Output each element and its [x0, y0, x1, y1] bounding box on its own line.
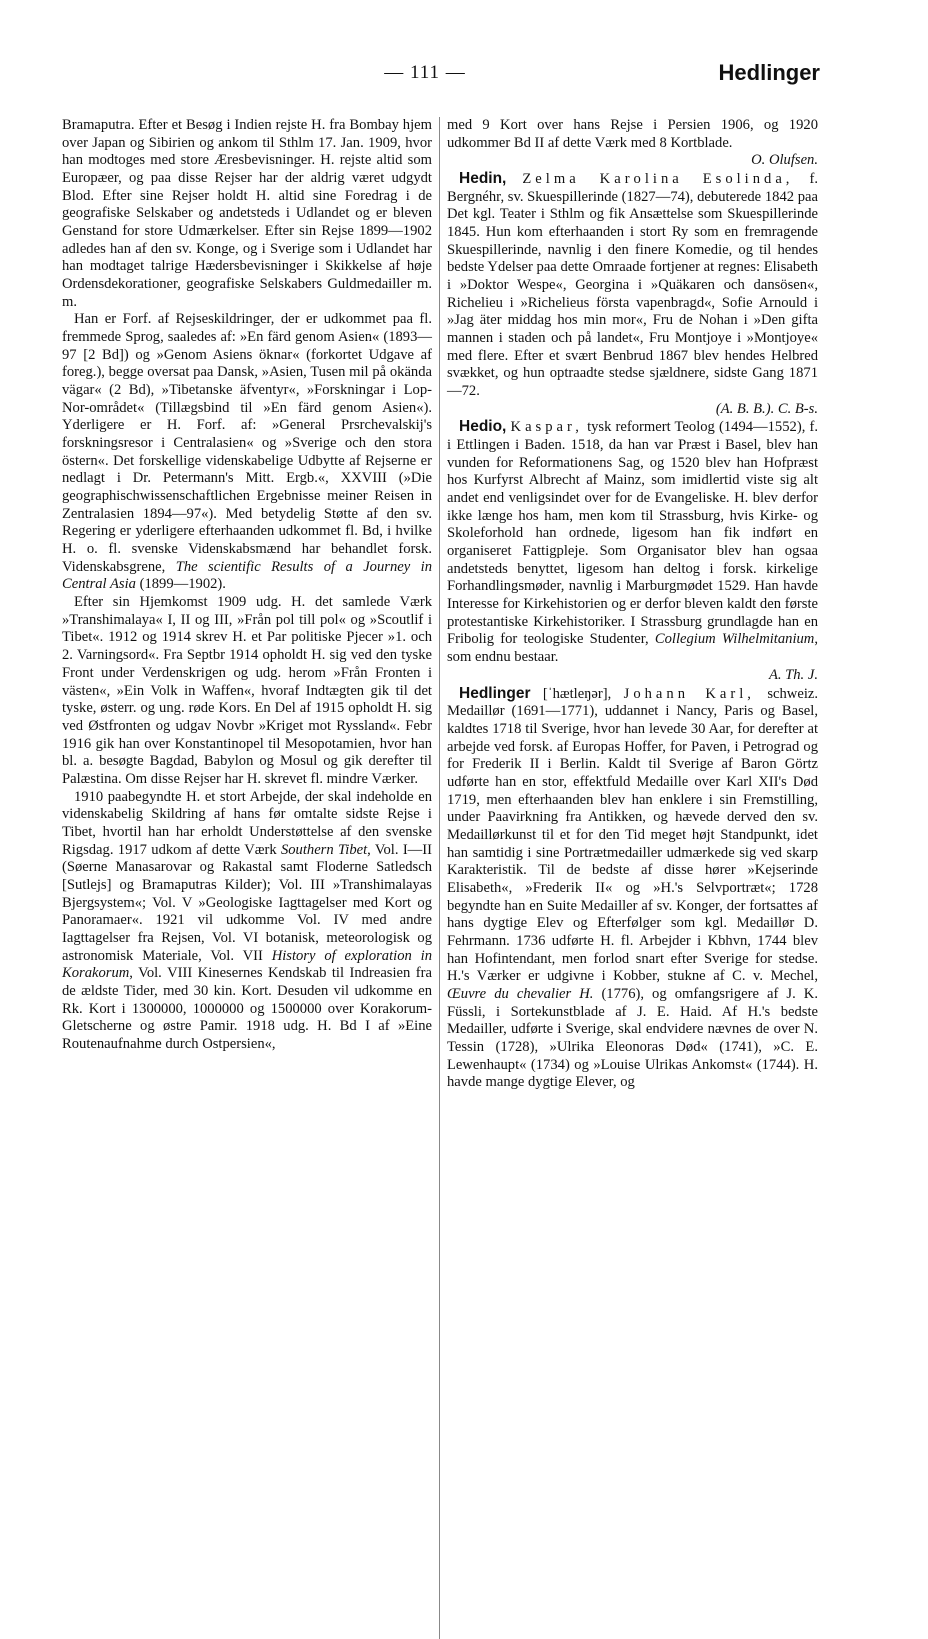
- work-title: Collegium Wilhelmitanium: [654, 631, 815, 648]
- author-signature: (A. B. B.). C. B-s.: [715, 400, 818, 417]
- paragraph: [62, 789, 432, 1054]
- paragraph: [62, 311, 432, 594]
- page-number: — 111 —: [384, 62, 466, 83]
- column-divider: [439, 117, 440, 1639]
- entry-hedlinger: [447, 685, 818, 1092]
- paragraph-text: Efter sin Hjemkomst 1909 udg. H. det samlede Værk »Transhimalaya« I, II og III, »Från pol till pol« og »Scoutlif i Tibet«. 1912 og 1914 skrev H. et Par politiske Pjecer »1. och 2. Varningsord«. Fra Septbr 1914 opholdt H. sig ved den tyske Front under Verdenskrigen og udg. herom »Från Fronten i västen«, »Ein Volk in Waffen«, hvoraf Indtægten gik til det tyske, østerr. og ung. røde Kors. En Del af 1915 opholdt H. sig ved Østfronten og udgav Novbr »Kriget mot Ryssland«. Febr 1916 gik han over Konstantinopel til Mesopotamien, hvor han bl. a. besøgte Bagdad, Babylon og Mosul og gik derefter til Palæstina. Om disse Rejser har H. skrevet fl. mindre Værker.: [62, 594, 432, 787]
- entry-text: , som endnu bestaar.: [447, 631, 818, 666]
- work-title: The scientific Results of a Journey in Central Asia: [62, 558, 432, 593]
- entry-name: Kaspar,: [510, 419, 583, 436]
- entry-text: schweiz. Medaillør (1691—1771), uddannet i Nancy, Paris og Basel, kaldtes 1718 til Sverige, hvor han levede 30 Aar, for derefter at arbejde ved forsk. af Europas Hoffer, for Paven, i Petrograd og for Frederik II i Berlin. Kaldt til Sverige af Baron Görtz udførte han en stor, effektfuld Medaille over Karl XII's Død 1719, men efterhaanden blev han enklere i sin Fremstilling, under Paavirkning fra Antikken, og hævede derved den sv. Medaillørkunst til et for den Tid meget højt Standpunkt, idet han samtidig i sine Portrætmedailler udmærkede sig ved skarp Karakteristik. Til de bedste af disse hører »Kejserinde Elisabeth«, »Frederik II« og »H.'s Selvportræt«; 1728 begyndte han en Suite Medailler af sv. Konger, der fortsattes af hans dygtige Elev og Efterfølger som kgl. Medaillør D. Fehrmann. 1736 udførte H. fl. Arbejder i Kbhvn, 1744 blev han Hofintendant, men forlod snart efter Sverige for stedse. H.'s Værker er udgivne i Kobber, stukne af C. v. Mechel,: [447, 685, 818, 985]
- paragraph-text: (1899—1902).: [135, 576, 226, 593]
- running-head: Hedlinger: [718, 60, 820, 85]
- entry-headword: Hedlinger: [459, 684, 531, 702]
- paragraph-text: 1910 paabegyndte H. et stort Arbejde, der skal indeholde en videnskabelig Skildring af hans før omtalte sidste Rejse i Tibet, hvortil han har erholdt Understøttelse af den svenske Rigsdag. 1917 udkom af dette Værk: [62, 788, 432, 858]
- paragraph-text: Bramaputra. Efter et Besøg i Indien rejste H. fra Bombay hjem over Japan og Sibirien og ankom til Sthlm 17. Jan. 1909, hvor han modtoges med store Æresbevisninger. H. rejste altid som Europæer, og paa disse Rejser har der aldrig været udgydt Blod. Efter sine Rejser holdt H. altid sine Foredrag i de geografiske Selskaber og andetsteds i Udlandet og er bleven Genstand for store Udmærkelser. Efter sin Rejse 1899—1902 adledes han af den sv. Konge, og i Sverige som i Udlandet har han modtaget talrige Hædersbevisninger i Skikkelse af høje Ordensdekorationer, geografiske Selskabers Guldmedailler m. m.: [62, 117, 432, 310]
- entry-headword: Hedio,: [459, 418, 507, 436]
- author-signature: A. Th. J.: [768, 666, 818, 683]
- paragraph: [62, 117, 432, 311]
- work-title: Œuvre du chevalier H.: [447, 985, 594, 1002]
- work-title: Southern Tibet: [280, 841, 368, 858]
- entry-name: Johann Karl,: [623, 685, 755, 702]
- entry-hedio: [447, 418, 818, 684]
- right-column: [447, 117, 818, 1092]
- entry-headword: Hedin,: [459, 170, 507, 188]
- paragraph-text: Han er Forf. af Rejseskildringer, der er udkommet paa fl. fremmede Sprog, saaledes af: »En färd genom Asien« (1893—97 [2 Bd]) og »Genom Asiens öknar« (forkortet Udgave af foreg.), begge oversat paa Dansk, »Asien, Tusen mil på okända vägar« (2 Bd), »Tibetanske äfventyr«, »Forskningar i Lop-Nor-området« (Tillægsbind til »En färd genom Asien«). Yderligere er H. Forf. af: »General Prsrchevalskij's forskningsresor i Centralasien« og »Sverige och den stora östern«. Det forskellige videnskabelige Udbytte af Rejserne er nedlagt i Dr. Petermann's Mitt. Ergb.«, XXVIII (»Die geographischwissenschaftlichen Ergebnisse meiner Reisen in Zentralasien 1894—97«). Med betydelig Støtte af den sv. Regering er yderligere efterhaanden udkommet fl. Bd, i hvilke H. o. fl. svenske Videnskabsmænd har behandlet forsk. Videnskabsgrene,: [62, 311, 432, 575]
- work-title: History of exploration in Korakorum: [62, 947, 432, 982]
- entry-pronunciation: [ˈhætleŋər],: [530, 685, 624, 702]
- paragraph: [447, 117, 818, 170]
- entry-text: f. Bergnéhr, sv. Skuespillerinde (1827—74), debuterede 1842 paa Det kgl. Teater i Sthlm og fik Ansættelse som Skuespillerinde 1845. Hun kom efterhaanden i stort Ry som en fremragende Skuespillerinde, navnlig i den finere Komedie, og til hendes bedste Ydelser paa dette Omraade fortjener at regnes: Elisabeth i »Doktor Wespe«, Georgina i »Quäkaren och dansösen«, Richelieu i »Richelieus första vapenbragd«, Sofie Arnould i »Jag äter middag hos min mor«, Fru de Nohan i »Den gifta mannen i staden och på landet«, Fru Montjoye i »Montjoye« med flere. Efter et svært Benbrud 1867 blev hendes Helbred svækket, og hun optraadte stedse sjældnere, sidste Gang 1871—72.: [447, 171, 818, 400]
- entry-name: Zelma Karolina Esolinda,: [522, 171, 794, 188]
- paragraph: [62, 594, 432, 788]
- paragraph-text: , Vol. I—II (Søerne Manasarovar og Rakastal samt Floderne Satledsch [Sutlejs] og Bramaputras Kilder); Vol. III »Transhimalayas Bjergsystem«; Vol. V »Geologiske Iagttagelser med Kort og Panoramaer«. 1921 vil udkomme Vol. IV med andre Iagttagelser fra Rejsen, Vol. VI botanisk, meteorologisk og astronomisk Materiale, Vol. VII: [62, 841, 432, 964]
- entry-text: tysk reformert Teolog (1494—1552), f. i Ettlingen i Baden. 1518, da han var Præst i Basel, blev han vunden for Reformationens Sag, og 1520 blev han Hofpræst hos Kurfyrst Albrecht af Mainz, som imidlertid viste sig alt andet end venligsindet over for de Evangeliske. H. blev derfor ikke længe hos ham, men kom til Strassburg, hvis Kirke- og Skoleforhold han ordnede, ligesom han fik indført en organiseret Fattigpleje. Som Organisator blev han ogsaa andetsteds benyttet, ligesom han deltog i forsk. kirkelige Forhandlingsmøder, navnlig i Marburgmødet 1529. Han havde Interesse for Kirkehistorien og er derfor bleven kaldt den første protestantiske Kirkehistoriker. I Strassburg grundlagde han en Fribolig for teologiske Studenter,: [447, 419, 818, 648]
- author-signature: O. Olufsen.: [751, 152, 818, 169]
- paragraph-text: , Vol. VIII Kinesernes Kendskab til Indreasien fra de ældste Tider, med 30 kin. Kort. Desuden vil udkomme en Rk. Kort i 1300000, 1000000 og 1500000 over Korakorum-Gletscherne og østre Pamir. 1918 udg. H. Bd I af »Eine Routenaufnahme durch Ostpersien«,: [62, 965, 432, 1052]
- paragraph-text: med 9 Kort over hans Rejse i Persien 1906, og 1920 udkommer Bd II af dette Værk med 8 Kortblade.: [447, 117, 818, 151]
- left-column: [62, 117, 432, 1054]
- entry-text: (1776), og omfangsrigere af J. K. Füssli, i Sortekunstblade af J. E. Haid. Af H.'s bedste Medailler, udførte i Sverige, skal endvidere nævnes de over N. Tessin (1728), »Ulrika Eleonoras Død« (1741), »C. E. Lewenhaupt« (1734) og »Louise Ulrikas Ankomst« (1744). H. havde mange dygtige Elever, og: [447, 985, 818, 1091]
- entry-hedin: [447, 170, 818, 418]
